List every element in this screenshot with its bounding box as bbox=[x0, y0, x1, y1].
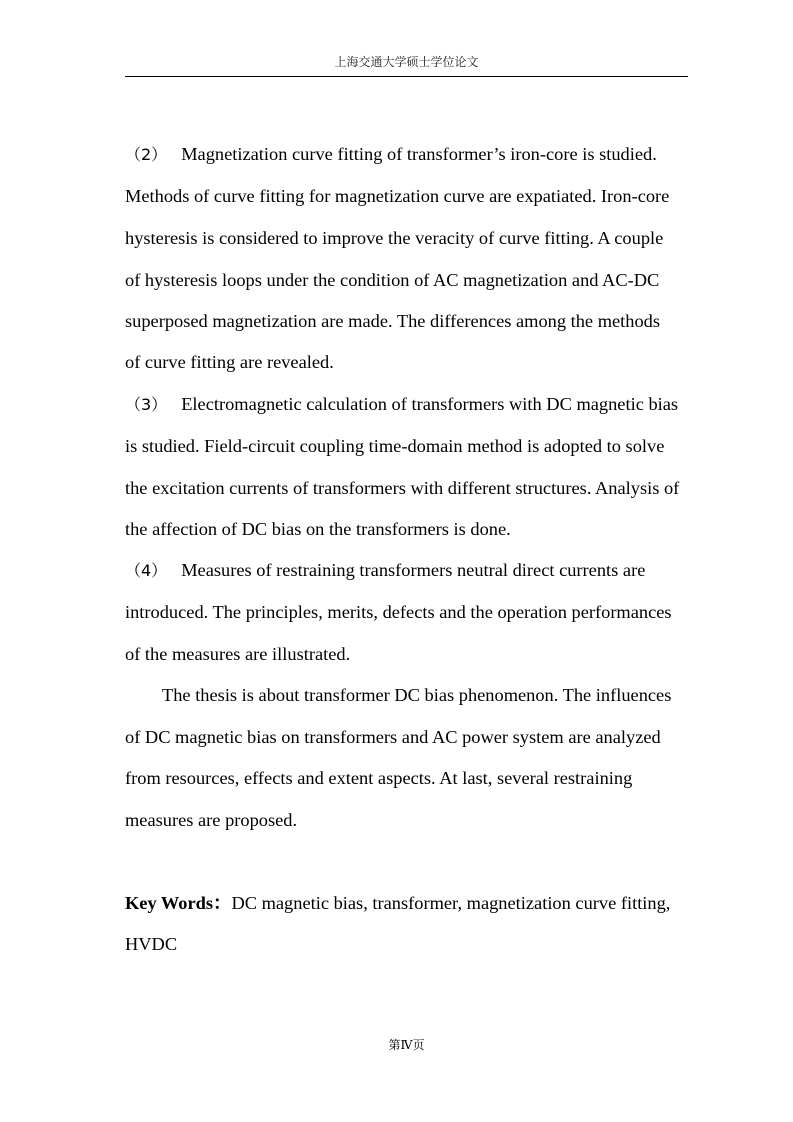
item-3-line-1 bbox=[125, 392, 678, 417]
summary-line-3: from resources, effects and extent aspects. At last, several restraining bbox=[125, 768, 633, 788]
page-number: 第Ⅳ页 bbox=[388, 1038, 425, 1052]
item-2-line-6: of curve fitting are revealed. bbox=[125, 352, 334, 372]
item-3-line-4: the affection of DC bias on the transformers is done. bbox=[125, 519, 511, 539]
item-2-line-5: superposed magnetization are made. The differences among the methods bbox=[125, 311, 661, 331]
item-4-line-1 bbox=[125, 558, 645, 583]
item-2-line-2: Methods of curve fitting for magnetization curve are expatiated. Iron-core bbox=[125, 186, 670, 206]
item-2-text-1: Magnetization curve fitting of transformer’s iron-core is studied. bbox=[181, 144, 657, 164]
item-2-line-1 bbox=[125, 142, 657, 167]
keywords-text-1: DC magnetic bias, transformer, magnetization curve fitting, bbox=[231, 893, 671, 913]
item-2-line-4: of hysteresis loops under the condition of AC magnetization and AC-DC bbox=[125, 270, 660, 290]
keywords-line-2: HVDC bbox=[125, 934, 178, 954]
item-4-number: （4） bbox=[125, 561, 168, 580]
item-3-number: （3） bbox=[125, 395, 168, 414]
summary-line-1: The thesis is about transformer DC bias phenomenon. The influences bbox=[162, 685, 672, 705]
summary-line-2: of DC magnetic bias on transformers and AC power system are analyzed bbox=[125, 727, 661, 747]
item-3-line-3: the excitation currents of transformers with different structures. Analysis of bbox=[125, 478, 680, 498]
keywords-label: Key Words： bbox=[125, 893, 232, 913]
item-4-line-2: introduced. The principles, merits, defects and the operation performances bbox=[125, 602, 672, 622]
item-4-text-1: Measures of restraining transformers neutral direct currents are bbox=[181, 560, 646, 580]
keywords-line-1 bbox=[125, 891, 670, 915]
item-4-line-3: of the measures are illustrated. bbox=[125, 644, 351, 664]
summary-line-4: measures are proposed. bbox=[125, 810, 298, 830]
item-3-line-2: is studied. Field-circuit coupling time-domain method is adopted to solve bbox=[125, 436, 665, 456]
header-rule bbox=[125, 76, 688, 77]
item-3-text-1: Electromagnetic calculation of transformers with DC magnetic bias bbox=[181, 394, 679, 414]
item-2-line-3: hysteresis is considered to improve the veracity of curve fitting. A couple bbox=[125, 228, 664, 248]
item-2-number: （2） bbox=[125, 145, 168, 164]
running-header: 上海交通大学硕士学位论文 bbox=[334, 55, 479, 69]
